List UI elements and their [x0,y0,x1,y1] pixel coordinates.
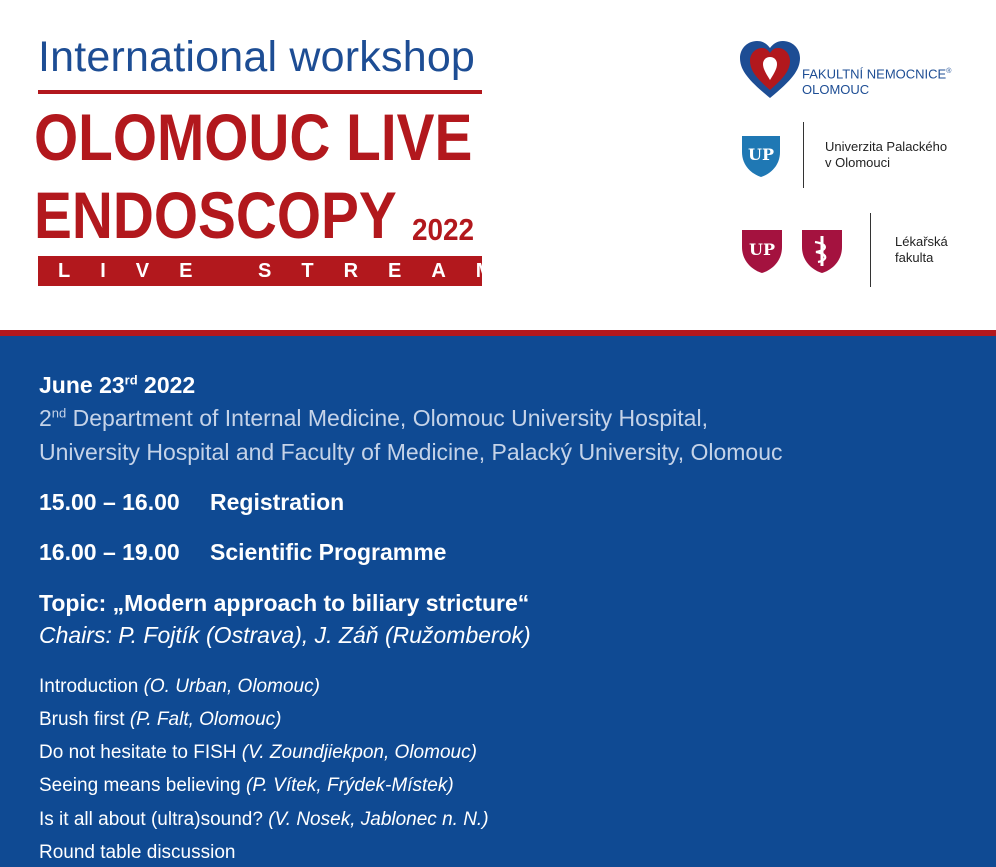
faculty-name: Lékařská fakulta [895,234,948,265]
schedule-label: Scientific Programme [210,539,447,565]
programme-panel [0,336,996,867]
faculty-medicine-shield-logo [800,228,844,274]
university-shield-logo [740,134,782,178]
schedule-label: Registration [210,489,345,515]
workshop-title: International workshop [38,33,476,81]
svg-text:UP: UP [748,145,774,164]
hospital-name: FAKULTNÍ NEMOCNICE® OLOMOUC [802,66,952,98]
live-stream-banner [38,256,523,286]
schedule-row [39,539,447,566]
event-title-line2: ENDOSCOPY [34,178,397,252]
schedule-time: 16.00 – 19.00 [39,539,180,565]
university-name: Univerzita Palackého v Olomouci [825,139,948,170]
faculty-up-shield-logo [740,228,784,274]
talk-item: Round table discussion [39,842,236,863]
schedule-row [39,489,345,516]
talk-item: Introduction (O. Urban, Olomouc) [39,676,320,697]
header [0,0,996,330]
hospital-heart-logo [738,40,802,100]
event-title-line1: OLOMOUC LIVE [34,100,473,174]
department-line2: University Hospital and Faculty of Medicine, Palacký University, Olomouc [39,439,783,465]
title-rule [38,90,482,94]
talk-item: Brush first (P. Falt, Olomouc) [39,709,282,730]
live-stream-label: LIVE STREAM [58,259,523,282]
topic-title: Topic: „Modern approach to biliary stricture“ [39,590,530,616]
event-year: 2022 [412,212,475,247]
talk-item: Is it all about (ultra)sound? (V. Nosek, Jablonec n. N.) [39,809,489,830]
university-divider [803,122,804,188]
topic-chairs: Chairs: P. Fojtík (Ostrava), J. Záň (Ružomberok) [39,622,531,648]
department-line1: 2nd Department of Internal Medicine, Olomouc University Hospital, [39,405,708,431]
event-date: June 23rd 2022 [39,372,196,398]
schedule-time: 15.00 – 16.00 [39,489,180,515]
talk-item: Do not hesitate to FISH (V. Zoundjiekpon, Olomouc) [39,742,477,763]
talk-item: Seeing means believing (P. Vítek, Frýdek-Místek) [39,775,454,796]
svg-text:UP: UP [749,240,775,259]
faculty-divider [870,213,871,287]
